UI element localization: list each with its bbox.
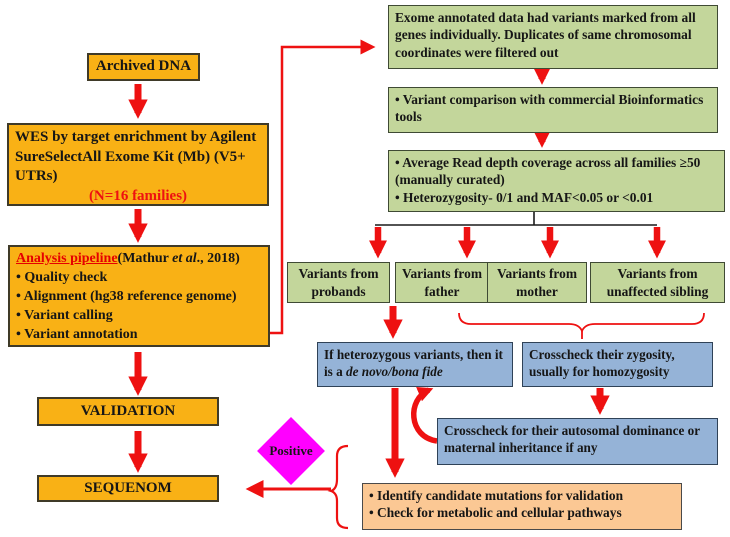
validation-box — [37, 397, 219, 426]
archived-dna-label: Archived DNA — [95, 58, 192, 75]
brace-family-boxes — [459, 313, 704, 331]
arrow-autosomal-to-heterozygous-curve — [414, 390, 437, 441]
autosomal-text: Crosscheck for their autosomal dominance or maternal inheritance if any — [444, 423, 700, 456]
variants-mother-box — [487, 262, 587, 303]
analysis-bullet-annotation: • Variant annotation — [16, 326, 138, 342]
variants-sibling-label: Variants from unaffected sibling — [606, 266, 709, 299]
analysis-title-line — [16, 250, 262, 269]
identify-bullet-validation: • Identify candidate mutations for validation — [369, 488, 624, 503]
zygosity-box — [522, 342, 713, 387]
sequenom-box — [37, 475, 219, 502]
exome-annotated-text: Exome annotated data had variants marked from all genes individually. Duplicates of same chromosomal coordinates were filtered out — [395, 10, 696, 60]
variants-probands-box — [287, 262, 390, 303]
variants-father-label: Variants from father — [402, 266, 482, 299]
read-depth-box — [388, 150, 725, 212]
analysis-bullet-quality: • Quality check — [16, 269, 108, 285]
wes-families-note: (N=16 families) — [88, 187, 188, 204]
archived-dna-box — [87, 53, 200, 81]
analysis-title: Analysis pipeline — [16, 251, 118, 266]
analysis-ref-pre: (Mathur — [117, 251, 173, 266]
variants-sibling-box — [590, 262, 725, 303]
sequenom-label: SEQUENOM — [84, 479, 172, 496]
autosomal-box — [437, 418, 718, 465]
analysis-ref-etal: et al — [172, 251, 197, 266]
brace-positive — [331, 446, 348, 528]
wes-text: WES by target enrichment by Agilent SureSelectAll Exome Kit (Mb) (V5+ UTRs) — [15, 129, 257, 184]
de-novo-text: de novo/bona fide — [345, 364, 443, 380]
wes-box — [7, 123, 269, 206]
analysis-bullet-calling: • Variant calling — [16, 307, 113, 323]
analysis-bullet-alignment: • Alignment (hg38 reference genome) — [16, 288, 237, 304]
exome-annotated-box — [388, 5, 718, 69]
heterozygous-box — [317, 342, 513, 387]
heterozygosity-bullet: • Heterozygosity- 0/1 and MAF<0.05 or <0.01 — [395, 189, 654, 205]
variant-comparison-text: • Variant comparison with commercial Bioinformatics tools — [395, 92, 704, 125]
validation-label: VALIDATION — [80, 402, 176, 419]
analysis-ref-post: ., 2018) — [196, 251, 240, 266]
analysis-pipeline-box — [8, 245, 270, 347]
heterozygous-text: If heterozygous variants, then it is a — [324, 347, 503, 380]
read-depth-bullet: • Average Read depth coverage across all families ≥50 (manually curated) — [395, 155, 701, 188]
identify-bullet-pathways: • Check for metabolic and cellular pathways — [369, 505, 622, 521]
identify-box — [362, 483, 682, 530]
zygosity-text: Crosscheck their zygosity, usually for homozygosity — [529, 347, 675, 380]
variants-probands-label: Variants from probands — [298, 266, 379, 299]
variants-mother-label: Variants from mother — [497, 266, 577, 299]
variants-father-box — [395, 262, 489, 303]
variant-comparison-box — [388, 87, 718, 133]
positive-label: Positive — [269, 443, 313, 458]
